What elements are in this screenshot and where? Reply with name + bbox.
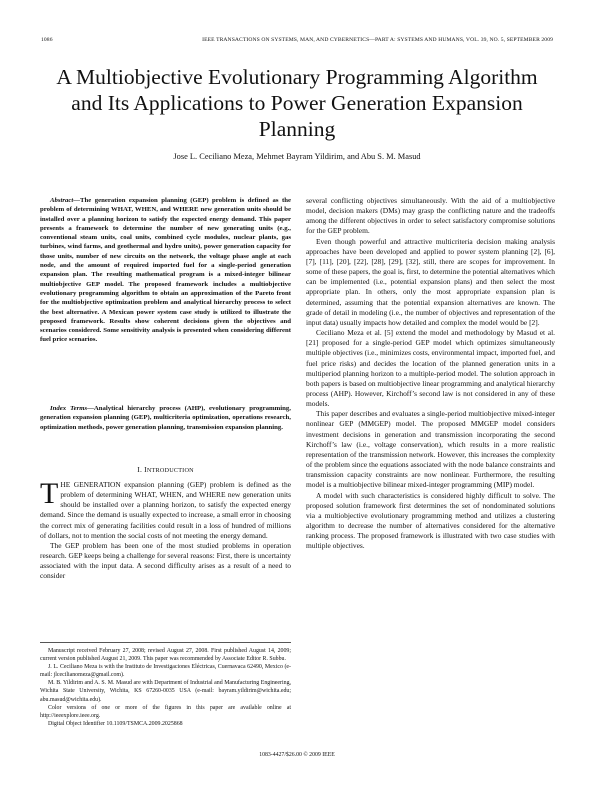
abstract-text: —The generation expansion planning (GEP) problem is defined as the problem of determining WHAT, WHEN, and WHERE new generation units should be installed over a planning horizon to satisfy the expected energy demand. This paper presents a framework to determine the number of new generating units (e.g., conventional steam units, coal units, combined cycle modules, nuclear plants, gas turbines, wind farms, and geothermal and hydro units), power generation capacity for those units, number of new circuits on the network, the voltage phase angle at each node, and the amount of required imported fuel for a single-period generation expansion plan. The resulting mathematical program is a mixed-integer bilinear multiobjective GEP model. The proposed framework includes a multiobjective evolutionary programming algorithm to obtain an approximation of the Pareto front for the multiobjective optimization problem and analytical hierarchy process to select the best alternative. A Mexican power system case study is utilized to illustrate the proposed framework. Results show coherent decisions given the objectives and scenarios considered. Some sensitivity analysis is presented when considering different fuel price scenarios. xyxy=(40,197,291,344)
index-terms-lead: Index Terms xyxy=(50,405,88,412)
footnote-rule xyxy=(40,642,291,643)
intro-paragraph-2: The GEP problem has been one of the most studied problems in operation research. GEP keeps being a challenge for several reasons: First, there is uncertainty associated with the input data. A second difficulty arises as a result of a need to consider xyxy=(40,540,291,581)
right-paragraph-3: Ceciliano Meza et al. [5] extend the model and methodology by Masud et al. [21] proposed for a single-period GEP model which optimizes simultaneously multiple objectives (i.e., minimizes costs, environmental impact, imported fuel, and fuel price risks) and decides the location of the planned generation units in a multiperiod planning horizon to a multiple-period model. The solution approach in both papers is based on multiobjective linear programming and analytical hierarchy process (AHP). However, Kirchoff’s second law is not considered in any of these models. xyxy=(306,328,555,409)
abstract xyxy=(40,196,291,345)
intro-lead-caps: HE GENERATION xyxy=(60,480,121,489)
section-heading xyxy=(40,465,291,474)
right-paragraph-4: This paper describes and evaluates a single-period multiobjective mixed-integer nonlinear GEP (MMGEP) model. The proposed MMGEP model considers investment decisions in generation and transmission incorporating the second Kirchoff’s law (i.e., voltage conservation), which results in a more realistic representation of the transmission network. However, this increases the complexity of the problem since the equations associated with the node balance constraints and transmission capacity constraints are now nonlinear. Furthermore, the resulting model is a multiobjective bilinear mixed-integer programming (MIP) model. xyxy=(306,409,555,490)
author-list: Jose L. Ceciliano Meza, Mehmet Bayram Yildirim, and Abu S. M. Masud xyxy=(173,152,421,161)
page-number: 1086 xyxy=(41,37,53,43)
footnote-author-2-3: M. B. Yildirim and A. S. M. Masud are with Department of Industrial and Manufacturing Engineering, Wichita State University, Wichita, KS 67260-0035 USA (e-mail: bayram.yildirim@wichita.edu; abu.masud@wichita.edu). xyxy=(40,680,291,703)
drop-cap: T xyxy=(40,477,59,510)
footnote-doi: Digital Object Identifier 10.1109/TSMCA.2009.2025868 xyxy=(48,720,183,727)
issn-footer: 1083-4427/$26.00 © 2009 IEEE xyxy=(259,752,335,758)
right-paragraph-1: several conflicting objectives simultaneously. With the aid of a multiobjective model, decision makers (DMs) may grasp the conflicting nature and the tradeoffs among the different objectives in order to select satisfactory compromise solutions for the GEP problem. xyxy=(306,196,555,236)
abstract-lead: Abstract xyxy=(50,197,74,204)
footnotes xyxy=(40,647,291,728)
index-terms-text: —Analytical hierarchy process (AHP), evolutionary programming, generation expansion planning (GEP), multicriteria optimization, operations research, optimization methods, power generation planning, transmission expansion planning. xyxy=(40,405,291,431)
right-paragraph-5: A model with such characteristics is considered highly difficult to solve. The proposed solution framework first determines the set of nondominated solutions via a multiobjective evolutionary programming method and utilizes a clustering algorithm to decrease the number of alternatives considered for the alternative ranking process. The proposed framework is illustrated with two case studies with multiple objectives. xyxy=(306,490,555,551)
introduction xyxy=(40,477,291,582)
section-title-rest: NTRODUCTION xyxy=(146,467,194,474)
right-column xyxy=(306,196,555,551)
section-first-letter: I xyxy=(144,465,147,474)
journal-header: IEEE TRANSACTIONS ON SYSTEMS, MAN, AND CYBERNETICS—PART A: SYSTEMS AND HUMANS, VOL. 39, NO. 5, SEPTEMBER 2009 xyxy=(202,37,553,43)
footnote-manuscript: Manuscript received February 27, 2008; revised August 27, 2008. First published August 14, 2009; current version published August 21, 2009. This paper was recommended by Associate Editor R. Subbu. xyxy=(40,648,291,663)
paper-title: A Multiobjective Evolutionary Programming Algorithm and Its Applications to Power Generation Expansion Planning xyxy=(56,65,538,141)
footnote-author-1: J. L. Ceciliano Meza is with the Instituto de Investigaciones Eléctricas, Cuernavaca 62490, Mexico (e-mail: jlcecilianomeza@gmail.com). xyxy=(40,664,291,679)
section-number: I. xyxy=(137,465,145,474)
intro-p1-text: expansion planning (GEP) problem is defined as the problem of determining WHAT, WHEN, and WHERE new generation units should be installed over a planning horizon, to satisfy the expected energy demand. Since the demand is usually expected to increase, a small error in choosing the correct mix of generating facilities could result in a loss of hundred of millions of dollars, not to mention the social costs of not meeting the energy demand. xyxy=(40,480,291,540)
footnote-color: Color versions of one or more of the figures in this paper are available online at http://ieeexplore.ieee.org. xyxy=(40,704,291,719)
intro-paragraph-1 xyxy=(40,477,291,541)
right-paragraph-2: Even though powerful and attractive multicriteria decision making analysis approaches have been developed and applied to power system planning [2], [6], [7], [11], [20], [22], [28], [29], [32], still, there are scopes for improvement. In some of these papers, the goal is, first, to determine the potential alternatives which can be implemented (i.e., potential expansion plans) and then select the most appropriate plan. In others, only the most appropriate expansion plan is determined, assuming that the potential expansion alternatives are known. The grade of detail in modeling (i.e., the number of objectives and representation of the input data) usually impacts how detailed and complex the model would be [2]. xyxy=(306,236,555,327)
index-terms xyxy=(40,404,291,432)
